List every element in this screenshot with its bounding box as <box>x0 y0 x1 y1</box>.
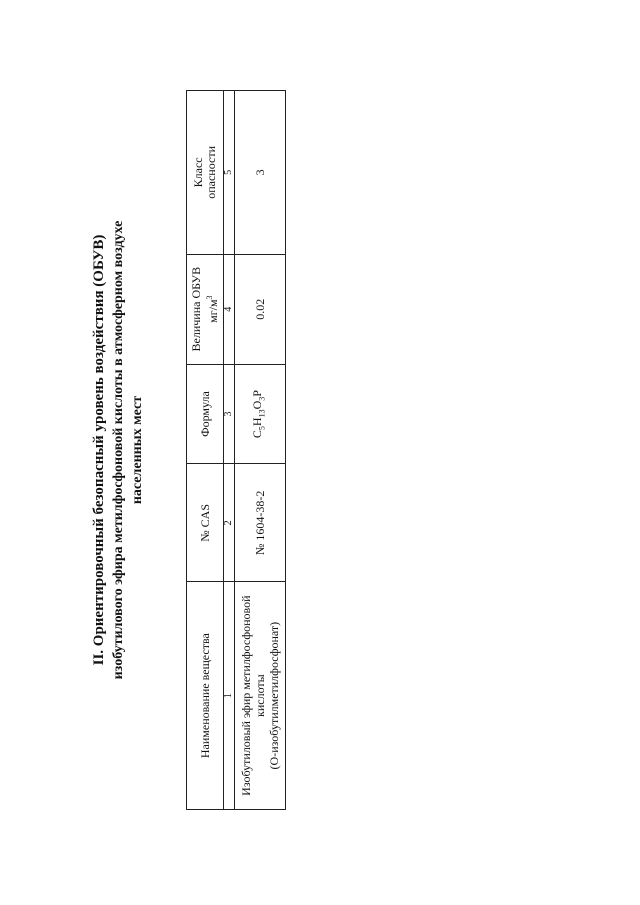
column-number: 1 <box>224 582 235 810</box>
table-row <box>235 91 286 810</box>
header-hazard-line-2: опасности <box>204 145 218 199</box>
column-number-row <box>224 91 235 810</box>
header-formula: Формула <box>187 364 224 464</box>
substance-name-line-2: (О-изобутилметилфосфонат) <box>267 621 281 770</box>
formula-h-sub: 13 <box>257 409 267 418</box>
column-number: 2 <box>224 464 235 582</box>
rotated-document <box>90 90 290 810</box>
formula-c: C <box>250 430 265 439</box>
obuv-value: 0.02 <box>235 254 286 364</box>
table-header-row <box>187 91 224 810</box>
formula-o-sub: 3 <box>257 396 267 401</box>
header-cas: № CAS <box>187 464 224 582</box>
formula-o: O <box>250 400 265 410</box>
heading-line-1: II. Ориентировочный безопасный уровень воздействия (ОБУВ) <box>91 234 107 666</box>
obuv-table <box>186 90 286 810</box>
substance-name-line-1: Изобутиловый эфир метилфосфоновой кислоты <box>239 595 267 796</box>
formula-p: P <box>250 390 265 397</box>
header-hazard <box>187 91 224 255</box>
heading-line-2: изобутилового эфира метилфосфоновой кислоты в атмосферном воздухе <box>111 220 126 680</box>
formula-c-sub: 5 <box>257 426 267 431</box>
column-number: 3 <box>224 364 235 464</box>
hazard-class: 3 <box>235 91 286 255</box>
unit-superscript: 3 <box>205 295 214 300</box>
chemical-formula <box>235 364 286 464</box>
column-number: 5 <box>224 91 235 255</box>
unit-base: мг/м <box>206 299 220 323</box>
heading-line-3: населенных мест <box>130 395 145 505</box>
header-obuv-unit <box>203 259 220 360</box>
cas-number: № 1604-38-2 <box>235 464 286 582</box>
header-hazard-line-1: Класс <box>191 157 205 188</box>
document-heading <box>90 90 147 810</box>
header-name: Наименование вещества <box>187 582 224 810</box>
formula-h: H <box>250 417 265 427</box>
header-obuv <box>187 254 224 364</box>
column-number: 4 <box>224 254 235 364</box>
header-obuv-label: Величина ОБУВ <box>189 266 203 352</box>
substance-name <box>235 582 286 810</box>
